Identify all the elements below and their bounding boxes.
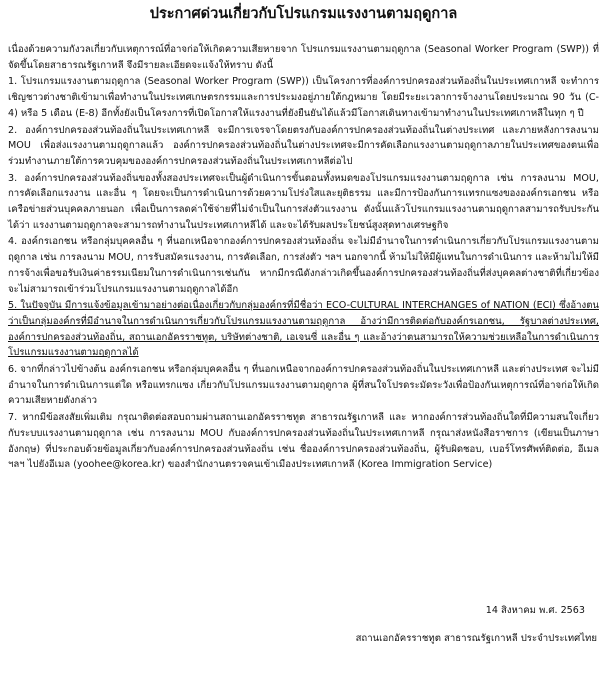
paragraph-5-warning: 5. ในปัจจุบัน มีการแจ้งข้อมูลเข้ามาอย่างต่อเนื่องเกี่ยวกับกลุ่มองค์กรที่มีชื่อว่า ECO-CULTURAL INTERCHANGES of NATION (ECI) ซึ่งอ้างตนว่าเป็นกลุ่มองค์กรที่มีอำนาจในการดำเนินการเกี่ยวกับโปรแกรมแรงงานตามฤดูกาล อ้างว่ามีการติดต่อกับองค์กรเอกชน, รัฐบาลต่างประเทศ, องค์การปกครองส่วนท้องถิ่น, สถานเอกอัครราชทูต, บริษัทต่างชาติ, เอเจนซี่ และอื่น ๆ และอ้างว่าตนสามารถให้ความช่วยเหลือในการดำเนินการโปรแกรมแรงงานตามฤดูกาลได้ [8, 300, 599, 359]
paragraph-4: 4. องค์กรเอกชน หรือกลุ่มบุคคลอื่น ๆ ที่นอกเหนือจากองค์การปกครองส่วนท้องถิ่น จะไม่มีอำนาจในการดำเนินการเกี่ยวกับโปรแกรมแรงงานตามฤดูกาล เช่น การลงนาม MOU, การรับสมัครแรงงาน, การคัดเลือก, การส่งตัว ฯลฯ นอกจากนี้ ห้ามไม่ให้มีผู้แทนในการดำเนินการ และห้ามไม่ให้มีการจ้างเพื่อขอรับเงินค่าธรรมเนียมในการดำเนินการเช่นกัน หากมีกรณีดังกล่าวเกิดขึ้นองค์การปกครองส่วนท้องถิ่นที่ส่งบุคคลต่างชาติที่เกี่ยวข้องจะไม่สามารถเข้าร่วมโปรแกรมแรงงานตามฤดูกาลได้อีก [8, 236, 599, 295]
paragraph-7: 7. หากมีข้อสงสัยเพิ่มเติม กรุณาติดต่อสอบถามผ่านสถานเอกอัครราชทูต สาธารณรัฐเกาหลี และ หากองค์การส่วนท้องถิ่นใดที่มีความสนใจเกี่ยวกับระบบแรงงานตามฤดูกาล เช่น การลงนาม MOU กับองค์การปกครองส่วนท้องถิ่นในประเทศเกาหลี กรุณาส่งหนังสือราชการ (เขียนเป็นภาษาอังกฤษ) ที่ประกอบด้วยข้อมูลเกี่ยวกับองค์การปกครองส่วนท้องถิ่น เช่น ชื่อองค์การปกครองส่วนท้องถิ่น, ผู้รับผิดชอบ, เบอร์โทรศัพท์ติดต่อ, อีเมล ฯลฯ ไปยังอีเมล (yoohee@korea.kr) ของสำนักงานตรวจคนเข้าเมืองประเทศเกาหลี (Korea Immigration Service) [8, 412, 599, 471]
document-footer [356, 604, 597, 646]
paragraph-3: 3. องค์การปกครองส่วนท้องถิ่นของทั้งสองประเทศจะเป็นผู้ดำเนินการขั้นตอนทั้งหมดของโปรแกรมแรงงานตามฤดูกาล เช่น การลงนาม MOU, การคัดเลือกแรงงาน และอื่น ๆ โดยจะเป็นการดำเนินการด้วยความโปร่งใสและยุติธรรม และมีการป้องกันการแทรกแซงขององค์กรเอกชน หรือเครือข่ายส่วนบุคคลภายนอก เพื่อเป็นการลดค่าใช้จ่ายที่ไม่จำเป็นในการส่งตัวแรงงาน ดังนั้นแล้วโปรแกรมแรงงานตามฤดูกาลสามารถรับประกันได้ว่า แรงงานตามฤดูกาลจะสามารถทำงานในประเทศเกาหลีได้ และจะได้รับผลประโยชน์สูงสุดทางเศรษฐกิจ [8, 172, 599, 231]
issuing-organization: สถานเอกอัครราชทูต สาธารณรัฐเกาหลี ประจำประเทศไทย [355, 633, 597, 644]
paragraph-1: 1. โปรแกรมแรงงานตามฤดูกาล (Seasonal Worker Program (SWP)) เป็นโครงการที่องค์การปกครองส่วนท้องถิ่นในประเทศเกาหลี จะทำการเชิญชาวต่างชาติเข้ามาเพื่อทำงานในประเทศเกษตรกรรมและการประมงอยู่ภายใต้กฎหมาย โดยมีระยะเวลาการจ้างงานโดยประมาณ 90 วัน (C-4) หรือ 5 เดือน (E-8) อีกทั้งยังเป็นโครงการที่เปิดโอกาสให้แรงงานที่ยังยืนยันได้แล้วมีโอกาสเดินทางเข้ามาทำงานในประเทศเกาหลีในทุก ๆ ปี [8, 76, 599, 119]
announcement-date: 14 สิงหาคม พ.ศ. 2563 [485, 605, 585, 616]
paragraph-2: 2. องค์การปกครองส่วนท้องถิ่นในประเทศเกาหลี จะมีการเจรจาโดยตรงกับองค์การปกครองส่วนท้องถิ่นในต่างประเทศ และภายหลังการลงนาม MOU เพื่อส่งแรงงานตามฤดูกาลแล้ว องค์การปกครองส่วนท้องถิ่นในต่างประเทศจะมีการคัดเลือกแรงงานตามฤดูกาลภายในประเทศของตนเพื่อร่วมทำงานภายใต้การควบคุมขององค์การปกครองส่วนท้องถิ่นในประเทศเกาหลีต่อไป [8, 124, 599, 167]
document-body [8, 42, 599, 473]
paragraph-6: 6. จากที่กล่าวไปข้างต้น องค์กรเอกชน หรือกลุ่มบุคคลอื่น ๆ ที่นอกเหนือจากองค์การปกครองส่วนท้องถิ่นในประเทศเกาหลี และต่างประเทศ จะไม่มีอำนาจในการดำเนินการแต่ใด หรือแทรกแซง เกี่ยวกับโปรแกรมแรงงานตามฤดูกาล ผู้ที่สนใจโปรดระมัดระวังเพื่อป้องกันเหตุการณ์ที่อาจก่อให้เกิด ความเสียหายดังกล่าว [8, 364, 599, 407]
intro-paragraph: เนื่องด้วยความกังวลเกี่ยวกับเหตุการณ์ที่อาจก่อให้เกิดความเสียหายจาก โปรแกรมแรงงานตามฤดูกาล (Seasonal Worker Program (SWP)) ที่จัดขึ้นโดยสาธารณรัฐเกาหลี จึงมีรายละเอียดจะแจ้งให้ทราบ ดังนี้ [8, 44, 599, 71]
document-title: ประกาศด่วนเกี่ยวกับโปรแกรมแรงงานตามฤดูกาล [149, 6, 458, 22]
